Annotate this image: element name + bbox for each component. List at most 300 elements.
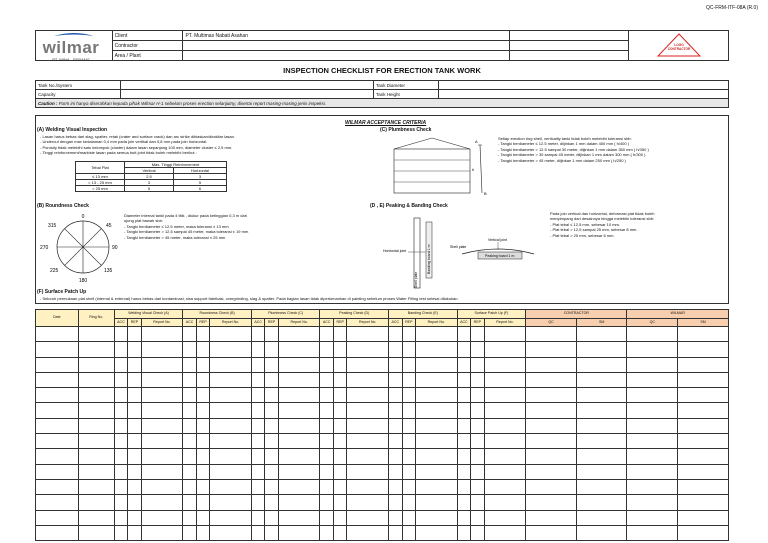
table-cell[interactable] — [128, 464, 141, 479]
table-cell[interactable] — [265, 357, 278, 372]
table-cell[interactable] — [265, 510, 278, 525]
table-cell[interactable] — [251, 342, 264, 357]
table-cell[interactable] — [78, 434, 114, 449]
table-cell[interactable] — [389, 479, 402, 494]
table-cell[interactable] — [678, 449, 729, 464]
table-cell[interactable] — [402, 388, 415, 403]
table-cell[interactable] — [484, 342, 526, 357]
table-cell[interactable] — [576, 327, 627, 342]
table-cell[interactable] — [678, 510, 729, 525]
table-cell[interactable] — [416, 342, 458, 357]
table-cell[interactable] — [402, 403, 415, 418]
table-cell[interactable] — [141, 327, 183, 342]
table-cell[interactable] — [416, 479, 458, 494]
table-cell[interactable] — [484, 388, 526, 403]
table-cell[interactable] — [251, 357, 264, 372]
table-cell[interactable] — [457, 510, 470, 525]
table-cell[interactable] — [389, 510, 402, 525]
table-cell[interactable] — [347, 357, 389, 372]
table-cell[interactable] — [627, 372, 678, 387]
table-cell[interactable] — [484, 449, 526, 464]
table-cell[interactable] — [416, 434, 458, 449]
table-cell[interactable] — [278, 357, 320, 372]
table-cell[interactable] — [320, 418, 333, 433]
table-cell[interactable] — [678, 342, 729, 357]
table-cell[interactable] — [333, 342, 346, 357]
table-cell[interactable] — [183, 418, 196, 433]
table-cell[interactable] — [251, 327, 264, 342]
table-cell[interactable] — [416, 418, 458, 433]
table-cell[interactable] — [114, 403, 127, 418]
table-cell[interactable] — [471, 464, 484, 479]
table-cell[interactable] — [471, 342, 484, 357]
table-cell[interactable] — [78, 510, 114, 525]
table-cell[interactable] — [389, 449, 402, 464]
table-cell[interactable] — [402, 434, 415, 449]
table-cell[interactable] — [78, 388, 114, 403]
table-cell[interactable] — [484, 372, 526, 387]
table-cell[interactable] — [526, 449, 577, 464]
table-cell[interactable] — [196, 464, 209, 479]
table-cell[interactable] — [114, 495, 127, 510]
table-cell[interactable] — [471, 372, 484, 387]
table-cell[interactable] — [141, 357, 183, 372]
table-cell[interactable] — [196, 372, 209, 387]
table-cell[interactable] — [576, 479, 627, 494]
table-cell[interactable] — [402, 449, 415, 464]
table-cell[interactable] — [210, 495, 252, 510]
table-cell[interactable] — [278, 418, 320, 433]
table-cell[interactable] — [333, 449, 346, 464]
table-cell[interactable] — [141, 479, 183, 494]
table-cell[interactable] — [183, 357, 196, 372]
table-cell[interactable] — [416, 510, 458, 525]
table-cell[interactable] — [183, 403, 196, 418]
table-cell[interactable] — [141, 495, 183, 510]
table-cell[interactable] — [141, 434, 183, 449]
table-cell[interactable] — [196, 479, 209, 494]
table-cell[interactable] — [627, 357, 678, 372]
table-cell[interactable] — [36, 449, 79, 464]
table-cell[interactable] — [210, 510, 252, 525]
table-cell[interactable] — [484, 495, 526, 510]
table-cell[interactable] — [196, 388, 209, 403]
table-cell[interactable] — [114, 525, 127, 540]
table-cell[interactable] — [210, 449, 252, 464]
table-cell[interactable] — [678, 464, 729, 479]
table-cell[interactable] — [278, 403, 320, 418]
table-cell[interactable] — [128, 449, 141, 464]
table-cell[interactable] — [347, 403, 389, 418]
table-cell[interactable] — [320, 388, 333, 403]
table-cell[interactable] — [627, 388, 678, 403]
table-cell[interactable] — [210, 357, 252, 372]
table-cell[interactable] — [526, 479, 577, 494]
table-cell[interactable] — [457, 479, 470, 494]
table-cell[interactable] — [576, 449, 627, 464]
table-cell[interactable] — [265, 479, 278, 494]
table-cell[interactable] — [416, 464, 458, 479]
table-cell[interactable] — [627, 327, 678, 342]
table-cell[interactable] — [265, 525, 278, 540]
table-cell[interactable] — [333, 525, 346, 540]
table-cell[interactable] — [196, 357, 209, 372]
table-cell[interactable] — [141, 372, 183, 387]
table-cell[interactable] — [576, 357, 627, 372]
table-cell[interactable] — [402, 342, 415, 357]
table-cell[interactable] — [576, 495, 627, 510]
table-cell[interactable] — [471, 327, 484, 342]
table-cell[interactable] — [251, 525, 264, 540]
table-cell[interactable] — [484, 357, 526, 372]
table-cell[interactable] — [210, 403, 252, 418]
table-cell[interactable] — [278, 342, 320, 357]
table-cell[interactable] — [114, 449, 127, 464]
table-cell[interactable] — [526, 464, 577, 479]
table-cell[interactable] — [526, 418, 577, 433]
table-cell[interactable] — [333, 434, 346, 449]
table-cell[interactable] — [141, 418, 183, 433]
table-cell[interactable] — [265, 449, 278, 464]
table-cell[interactable] — [416, 357, 458, 372]
table-cell[interactable] — [333, 403, 346, 418]
table-cell[interactable] — [333, 418, 346, 433]
table-cell[interactable] — [347, 449, 389, 464]
table-cell[interactable] — [278, 525, 320, 540]
table-cell[interactable] — [251, 418, 264, 433]
table-cell[interactable] — [183, 372, 196, 387]
table-cell[interactable] — [265, 464, 278, 479]
table-cell[interactable] — [416, 388, 458, 403]
table-cell[interactable] — [416, 403, 458, 418]
table-cell[interactable] — [128, 510, 141, 525]
table-cell[interactable] — [78, 495, 114, 510]
table-cell[interactable] — [251, 464, 264, 479]
table-cell[interactable] — [36, 418, 79, 433]
table-cell[interactable] — [78, 525, 114, 540]
table-cell[interactable] — [36, 479, 79, 494]
table-cell[interactable] — [278, 495, 320, 510]
table-cell[interactable] — [627, 495, 678, 510]
table-cell[interactable] — [320, 434, 333, 449]
table-cell[interactable] — [320, 449, 333, 464]
table-cell[interactable] — [251, 479, 264, 494]
table-cell[interactable] — [36, 510, 79, 525]
table-cell[interactable] — [78, 372, 114, 387]
table-cell[interactable] — [320, 495, 333, 510]
table-cell[interactable] — [278, 372, 320, 387]
table-cell[interactable] — [78, 357, 114, 372]
table-cell[interactable] — [484, 510, 526, 525]
table-cell[interactable] — [484, 479, 526, 494]
table-cell[interactable] — [183, 342, 196, 357]
table-cell[interactable] — [402, 495, 415, 510]
table-cell[interactable] — [402, 327, 415, 342]
table-cell[interactable] — [210, 342, 252, 357]
table-cell[interactable] — [265, 403, 278, 418]
table-cell[interactable] — [128, 403, 141, 418]
table-cell[interactable] — [196, 403, 209, 418]
table-cell[interactable] — [627, 479, 678, 494]
table-cell[interactable] — [389, 495, 402, 510]
table-cell[interactable] — [389, 342, 402, 357]
table-cell[interactable] — [36, 357, 79, 372]
table-cell[interactable] — [347, 510, 389, 525]
table-cell[interactable] — [627, 525, 678, 540]
table-cell[interactable] — [484, 418, 526, 433]
table-cell[interactable] — [457, 464, 470, 479]
table-cell[interactable] — [471, 479, 484, 494]
table-cell[interactable] — [484, 403, 526, 418]
table-cell[interactable] — [141, 342, 183, 357]
table-cell[interactable] — [183, 388, 196, 403]
table-cell[interactable] — [333, 464, 346, 479]
table-cell[interactable] — [389, 464, 402, 479]
table-cell[interactable] — [278, 510, 320, 525]
table-cell[interactable] — [471, 495, 484, 510]
table-cell[interactable] — [627, 418, 678, 433]
table-cell[interactable] — [333, 510, 346, 525]
table-cell[interactable] — [389, 434, 402, 449]
table-cell[interactable] — [457, 357, 470, 372]
table-cell[interactable] — [278, 449, 320, 464]
table-cell[interactable] — [416, 449, 458, 464]
table-cell[interactable] — [183, 479, 196, 494]
table-cell[interactable] — [347, 327, 389, 342]
table-cell[interactable] — [196, 327, 209, 342]
table-cell[interactable] — [196, 418, 209, 433]
table-cell[interactable] — [627, 403, 678, 418]
table-cell[interactable] — [471, 418, 484, 433]
table-cell[interactable] — [183, 525, 196, 540]
table-cell[interactable] — [389, 525, 402, 540]
table-cell[interactable] — [278, 388, 320, 403]
table-cell[interactable] — [183, 434, 196, 449]
table-cell[interactable] — [678, 479, 729, 494]
table-cell[interactable] — [278, 327, 320, 342]
table-cell[interactable] — [471, 449, 484, 464]
table-cell[interactable] — [402, 464, 415, 479]
table-cell[interactable] — [196, 449, 209, 464]
table-cell[interactable] — [484, 327, 526, 342]
table-cell[interactable] — [526, 357, 577, 372]
table-cell[interactable] — [210, 327, 252, 342]
table-cell[interactable] — [347, 464, 389, 479]
table-cell[interactable] — [183, 510, 196, 525]
table-cell[interactable] — [128, 495, 141, 510]
table-cell[interactable] — [678, 403, 729, 418]
table-cell[interactable] — [183, 449, 196, 464]
table-cell[interactable] — [278, 434, 320, 449]
table-cell[interactable] — [389, 372, 402, 387]
table-cell[interactable] — [320, 479, 333, 494]
table-cell[interactable] — [347, 479, 389, 494]
table-cell[interactable] — [347, 418, 389, 433]
table-cell[interactable] — [457, 403, 470, 418]
table-cell[interactable] — [678, 495, 729, 510]
table-cell[interactable] — [526, 510, 577, 525]
table-cell[interactable] — [333, 388, 346, 403]
table-cell[interactable] — [526, 372, 577, 387]
table-cell[interactable] — [678, 357, 729, 372]
table-cell[interactable] — [128, 434, 141, 449]
table-cell[interactable] — [36, 434, 79, 449]
table-cell[interactable] — [320, 372, 333, 387]
table-cell[interactable] — [114, 479, 127, 494]
table-cell[interactable] — [457, 342, 470, 357]
table-cell[interactable] — [471, 357, 484, 372]
table-cell[interactable] — [78, 418, 114, 433]
table-cell[interactable] — [333, 495, 346, 510]
table-cell[interactable] — [576, 342, 627, 357]
table-cell[interactable] — [265, 495, 278, 510]
table-cell[interactable] — [471, 525, 484, 540]
table-cell[interactable] — [389, 388, 402, 403]
table-cell[interactable] — [251, 510, 264, 525]
table-cell[interactable] — [278, 464, 320, 479]
table-cell[interactable] — [251, 388, 264, 403]
table-cell[interactable] — [114, 418, 127, 433]
table-cell[interactable] — [457, 372, 470, 387]
table-cell[interactable] — [471, 388, 484, 403]
table-cell[interactable] — [320, 327, 333, 342]
table-cell[interactable] — [265, 388, 278, 403]
table-cell[interactable] — [402, 418, 415, 433]
table-cell[interactable] — [128, 388, 141, 403]
table-cell[interactable] — [183, 327, 196, 342]
table-cell[interactable] — [141, 449, 183, 464]
table-cell[interactable] — [210, 479, 252, 494]
table-cell[interactable] — [251, 449, 264, 464]
table-cell[interactable] — [36, 495, 79, 510]
table-cell[interactable] — [114, 464, 127, 479]
table-cell[interactable] — [389, 357, 402, 372]
table-cell[interactable] — [114, 372, 127, 387]
table-cell[interactable] — [457, 327, 470, 342]
table-cell[interactable] — [183, 464, 196, 479]
table-cell[interactable] — [347, 342, 389, 357]
table-cell[interactable] — [526, 327, 577, 342]
table-cell[interactable] — [128, 372, 141, 387]
table-cell[interactable] — [320, 510, 333, 525]
table-cell[interactable] — [457, 449, 470, 464]
table-cell[interactable] — [114, 357, 127, 372]
table-cell[interactable] — [183, 495, 196, 510]
table-cell[interactable] — [347, 388, 389, 403]
table-cell[interactable] — [402, 479, 415, 494]
table-cell[interactable] — [210, 464, 252, 479]
table-cell[interactable] — [141, 388, 183, 403]
table-cell[interactable] — [526, 525, 577, 540]
table-cell[interactable] — [36, 372, 79, 387]
table-cell[interactable] — [416, 327, 458, 342]
table-cell[interactable] — [389, 403, 402, 418]
table-cell[interactable] — [36, 403, 79, 418]
table-cell[interactable] — [333, 372, 346, 387]
table-cell[interactable] — [128, 418, 141, 433]
table-cell[interactable] — [347, 372, 389, 387]
table-cell[interactable] — [141, 403, 183, 418]
table-cell[interactable] — [347, 434, 389, 449]
table-cell[interactable] — [320, 464, 333, 479]
table-cell[interactable] — [36, 464, 79, 479]
table-cell[interactable] — [416, 372, 458, 387]
table-cell[interactable] — [471, 403, 484, 418]
table-cell[interactable] — [78, 449, 114, 464]
table-cell[interactable] — [678, 388, 729, 403]
table-cell[interactable] — [484, 464, 526, 479]
table-cell[interactable] — [402, 372, 415, 387]
table-cell[interactable] — [265, 418, 278, 433]
table-cell[interactable] — [78, 464, 114, 479]
table-cell[interactable] — [678, 418, 729, 433]
table-cell[interactable] — [265, 327, 278, 342]
table-cell[interactable] — [320, 525, 333, 540]
table-cell[interactable] — [526, 388, 577, 403]
table-cell[interactable] — [678, 525, 729, 540]
table-cell[interactable] — [251, 372, 264, 387]
table-cell[interactable] — [251, 403, 264, 418]
table-cell[interactable] — [210, 525, 252, 540]
table-cell[interactable] — [210, 372, 252, 387]
table-cell[interactable] — [471, 510, 484, 525]
table-cell[interactable] — [333, 479, 346, 494]
table-cell[interactable] — [333, 327, 346, 342]
table-cell[interactable] — [128, 479, 141, 494]
table-cell[interactable] — [416, 495, 458, 510]
table-cell[interactable] — [389, 327, 402, 342]
table-cell[interactable] — [320, 357, 333, 372]
table-cell[interactable] — [114, 388, 127, 403]
table-cell[interactable] — [196, 495, 209, 510]
table-cell[interactable] — [196, 510, 209, 525]
table-cell[interactable] — [36, 342, 79, 357]
table-cell[interactable] — [576, 388, 627, 403]
table-cell[interactable] — [457, 388, 470, 403]
table-cell[interactable] — [484, 434, 526, 449]
table-cell[interactable] — [526, 342, 577, 357]
table-cell[interactable] — [402, 525, 415, 540]
table-cell[interactable] — [457, 525, 470, 540]
table-cell[interactable] — [457, 418, 470, 433]
table-cell[interactable] — [128, 342, 141, 357]
table-cell[interactable] — [627, 510, 678, 525]
table-cell[interactable] — [278, 479, 320, 494]
table-cell[interactable] — [320, 342, 333, 357]
table-cell[interactable] — [484, 525, 526, 540]
table-cell[interactable] — [141, 510, 183, 525]
table-cell[interactable] — [389, 418, 402, 433]
table-cell[interactable] — [678, 327, 729, 342]
table-cell[interactable] — [196, 342, 209, 357]
table-cell[interactable] — [402, 510, 415, 525]
table-cell[interactable] — [36, 327, 79, 342]
table-cell[interactable] — [141, 525, 183, 540]
table-cell[interactable] — [627, 434, 678, 449]
table-cell[interactable] — [526, 403, 577, 418]
table-cell[interactable] — [333, 357, 346, 372]
table-cell[interactable] — [576, 372, 627, 387]
table-cell[interactable] — [320, 403, 333, 418]
table-cell[interactable] — [196, 525, 209, 540]
table-cell[interactable] — [265, 372, 278, 387]
table-cell[interactable] — [141, 464, 183, 479]
table-cell[interactable] — [78, 403, 114, 418]
table-cell[interactable] — [128, 525, 141, 540]
table-cell[interactable] — [576, 510, 627, 525]
table-cell[interactable] — [251, 434, 264, 449]
table-cell[interactable] — [265, 342, 278, 357]
